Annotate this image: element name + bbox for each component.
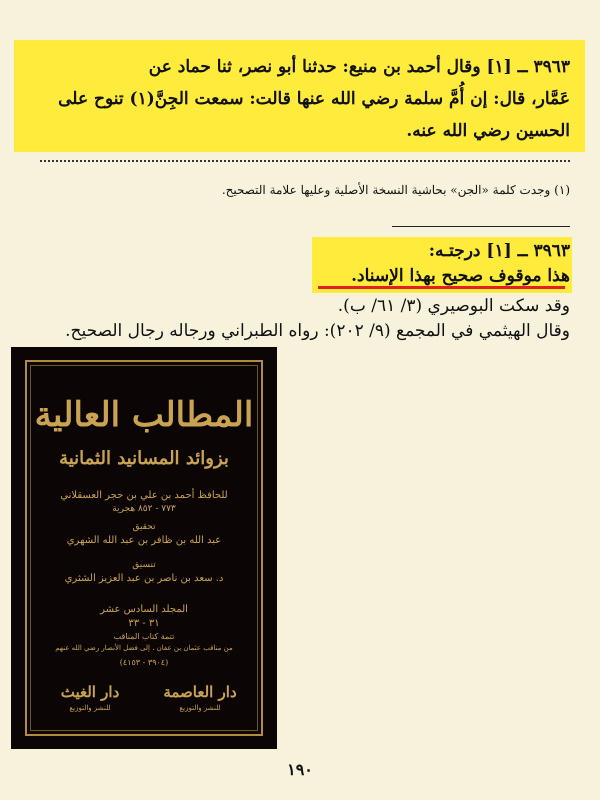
cover-tansiq-label: تنسيق: [132, 560, 156, 570]
cover-subtitle: بزوائد المسانيد الثمانية: [59, 448, 229, 469]
grading-verdict: هذا موقوف صحيح بهذا الإسناد.: [351, 266, 570, 286]
hadith-line-3: الحسين رضي الله عنه.: [406, 121, 570, 141]
cover-editor: عبد الله بن ظافر بن عبد الله الشهري: [66, 535, 222, 546]
page-number: ١٩٠: [287, 760, 313, 779]
cover-coordinator: د. سعد بن ناصر بن عبد العزيز الشثري: [64, 573, 224, 584]
cover-tahqiq-label: تحقيق: [132, 522, 156, 532]
cover-contents-2: من مناقب عثمان بن عفان . إلى فضل الأنصار رضي الله عنهم: [55, 644, 233, 652]
cover-dates: ٧٧٣ - ٨٥٢ هجرية: [112, 504, 176, 514]
cover-contents-1: تتمة كتاب المناقب: [113, 632, 175, 641]
cover-title: المطالب العالية: [34, 395, 254, 435]
publisher-right-logo: دار العاصمة: [163, 683, 237, 701]
cover-author: للحافظ أحمد بن علي بن حجر العسقلاني: [60, 490, 228, 501]
hadith-line-2: عَمَّار، قال: إن أُمَّ سلمة رضي الله عنها قالت: سمعت الجِنَّ(١) تنوح على: [58, 89, 570, 109]
cover-hadith-range: (٣٩٠٤ - ٤١٥٣): [119, 658, 169, 667]
publisher-right-sub: للنشر والتوزيع: [179, 704, 221, 712]
busiri-note: وقد سكت البوصيري (٣/ ٦١/ ب).: [337, 296, 570, 316]
verdict-underline: [318, 286, 565, 289]
cover-volume: المجلد السادس عشر: [100, 604, 188, 615]
section-rule: [392, 226, 570, 227]
hadith-line-1: ٣٩٦٣ ــ [١] وقال أحمد بن منيع: حدثنا أبو نصر، ثنا حماد عن: [148, 57, 570, 77]
publisher-left-logo: دار الغيث: [60, 683, 120, 701]
grading-heading: ٣٩٦٣ ــ [١] درجتـه:: [428, 241, 570, 261]
haythami-note: وقال الهيثمي في المجمع (٩/ ٢٠٢): رواه الطبراني ورجاله رجال الصحيح.: [65, 321, 570, 341]
footnote-separator: [40, 160, 570, 162]
cover-parts: ٣١ - ٣٣: [128, 618, 160, 629]
footnote: (١) وجدت كلمة «الجن» بحاشية النسخة الأصلية وعليها علامة التصحيح.: [221, 183, 570, 197]
publisher-left-sub: للنشر والتوزيع: [69, 704, 111, 712]
